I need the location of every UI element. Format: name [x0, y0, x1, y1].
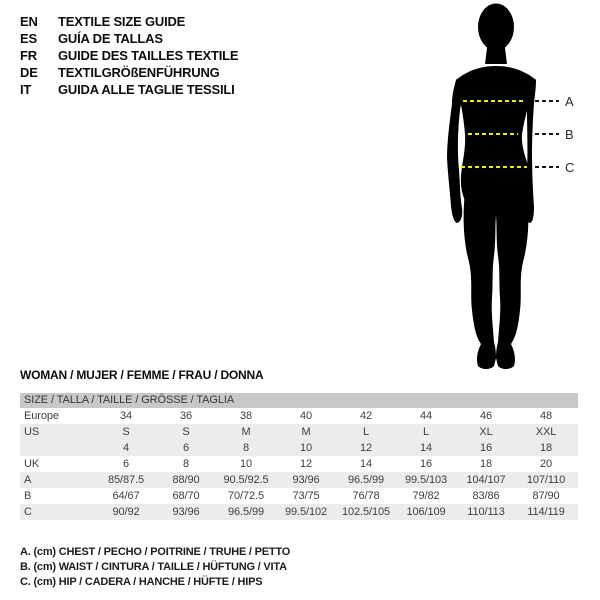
measurement-figure [410, 0, 600, 372]
legend-hip: C. (cm) HIP / CADERA / HANCHE / HÜFTE / HIPS [20, 576, 263, 588]
table-cell: 90.5/92.5 [223, 474, 269, 486]
silhouette-body [447, 4, 536, 370]
language-code: FR [20, 48, 37, 63]
language-code: IT [20, 82, 32, 97]
language-code: EN [20, 14, 38, 29]
table-cell: M [301, 426, 311, 438]
language-row [20, 30, 238, 47]
table-cell: 110/113 [467, 506, 505, 518]
row-label: UK [24, 458, 40, 470]
measurement-legend [20, 545, 290, 590]
legend-chest: A. (cm) CHEST / PECHO / POITRINE / TRUHE / PETTO [20, 546, 291, 558]
row-label: C [24, 506, 32, 518]
table-cell: 73/75 [292, 490, 320, 502]
row-label [20, 440, 96, 456]
language-title: TEXTILGRÖßENFÜHRUNG [58, 65, 220, 80]
table-cell: 16 [479, 442, 493, 454]
table-cell: XL [479, 426, 493, 438]
table-cell: 14 [359, 458, 373, 470]
table-cell: 79/82 [412, 490, 440, 502]
language-list [20, 13, 238, 98]
table-cell: 38 [239, 410, 253, 422]
table-row-chest [20, 472, 578, 488]
waist-label: B [565, 127, 574, 142]
table-cell: XXL [535, 426, 557, 438]
table-cell: 93/96 [292, 474, 320, 486]
woman-silhouette [410, 0, 600, 372]
table-cell: S [122, 426, 130, 438]
table-cell: 6 [122, 458, 130, 470]
table-cell: 36 [179, 410, 193, 422]
language-title: GUIDA ALLE TAGLIE TESSILI [58, 82, 235, 97]
table-cell: S [182, 426, 190, 438]
hip-label: C [565, 160, 575, 175]
table-cell: 99.5/102 [284, 506, 328, 518]
table-cell: 10 [239, 458, 253, 470]
table-row-hip [20, 504, 578, 520]
table-cell: 48 [539, 410, 553, 422]
language-title: GUÍA DE TALLAS [58, 31, 163, 46]
table-cell: 96.5/99 [227, 506, 264, 518]
table-cell: 114/119 [527, 506, 565, 518]
table-row-waist [20, 488, 578, 504]
size-table-header: SIZE / TALLA / TAILLE / GRÖSSE / TAGLIA [20, 393, 578, 408]
row-label: A [24, 474, 32, 486]
table-cell: 76/78 [352, 490, 380, 502]
table-cell: 83/86 [472, 490, 500, 502]
table-cell: 46 [479, 410, 493, 422]
table-cell: 85/87.5 [107, 474, 144, 486]
table-cell: 44 [419, 410, 433, 422]
chest-label: A [565, 94, 574, 109]
table-row-uk [20, 456, 578, 472]
table-cell: 4 [122, 442, 130, 454]
table-cell: 102.5/105 [341, 506, 391, 518]
table-cell: 68/70 [172, 490, 200, 502]
language-row [20, 47, 238, 64]
gender-heading: WOMAN / MUJER / FEMME / FRAU / DONNA [20, 368, 264, 382]
table-cell: 106/109 [406, 506, 446, 518]
table-cell: 90/92 [112, 506, 140, 518]
language-title: TEXTILE SIZE GUIDE [58, 14, 186, 29]
table-cell: 12 [359, 442, 373, 454]
table-cell: 87/90 [532, 490, 560, 502]
language-code: ES [20, 31, 37, 46]
size-table [20, 393, 578, 520]
language-row [20, 13, 238, 30]
language-title: GUIDE DES TAILLES TEXTILE [58, 48, 239, 63]
row-label: Europe [24, 410, 59, 422]
table-cell: 14 [419, 442, 433, 454]
table-cell: 20 [539, 458, 553, 470]
language-code: DE [20, 65, 38, 80]
row-label: US [24, 426, 40, 438]
table-cell: 18 [539, 442, 553, 454]
table-cell: 40 [299, 410, 313, 422]
table-cell: L [362, 426, 370, 438]
table-cell: 93/96 [172, 506, 200, 518]
table-cell: 8 [242, 442, 250, 454]
table-cell: 107/110 [526, 474, 566, 486]
table-cell: 99.5/103 [404, 474, 448, 486]
language-row [20, 81, 238, 98]
language-row [20, 64, 238, 81]
table-cell: 104/107 [466, 474, 506, 486]
table-cell: 88/90 [172, 474, 200, 486]
table-row-us-letter [20, 424, 578, 440]
table-row-us-numeric [20, 440, 578, 456]
table-cell: 6 [182, 442, 190, 454]
table-cell: 18 [479, 458, 493, 470]
table-cell: 70/72.5 [227, 490, 264, 502]
table-cell: 64/67 [112, 490, 140, 502]
row-label: B [24, 490, 32, 502]
table-cell: 10 [299, 442, 313, 454]
table-row-europe [20, 408, 578, 424]
table-cell: 96.5/99 [347, 474, 384, 486]
legend-waist: B. (cm) WAIST / CINTURA / TAILLE / HÜFTUNG / VITA [20, 561, 287, 573]
table-cell: 34 [119, 410, 133, 422]
table-cell: 12 [299, 458, 313, 470]
table-cell: 16 [419, 458, 433, 470]
table-cell: 42 [359, 410, 373, 422]
table-cell: L [422, 426, 430, 438]
table-cell: 8 [182, 458, 190, 470]
table-cell: M [241, 426, 251, 438]
